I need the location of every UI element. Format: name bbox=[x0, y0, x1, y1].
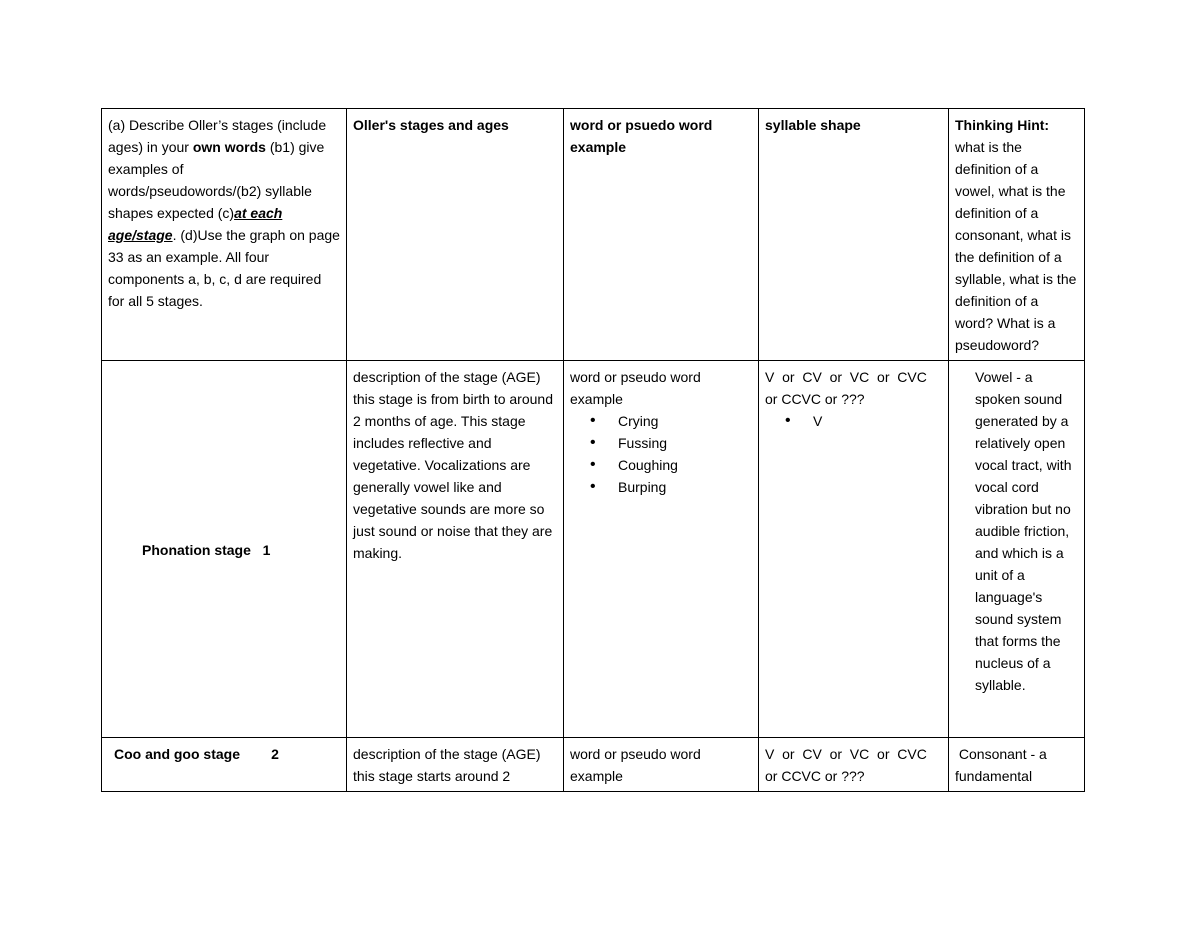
stage-row-2 bbox=[102, 738, 1085, 792]
example-cell bbox=[564, 361, 759, 738]
stage-name-cell bbox=[102, 738, 347, 792]
example-intro: word or pseudo word example bbox=[570, 369, 701, 407]
header-syllable-shape: syllable shape bbox=[759, 109, 949, 361]
header-thinking-hint bbox=[949, 109, 1085, 361]
thinking-hint-title: Thinking Hint: bbox=[955, 117, 1050, 133]
stage-description: description of the stage (AGE) this stage starts around 2 bbox=[347, 738, 564, 792]
stages-table bbox=[101, 108, 1085, 792]
hint-definition: Consonant - a fundamental bbox=[949, 738, 1085, 792]
thinking-hint-text: what is the definition of a vowel, what is the definition of a consonant, what is the definition of a syllable, what is the definition of a word? What is a pseudoword? bbox=[955, 139, 1077, 353]
list-item: • Burping bbox=[618, 476, 752, 498]
example-intro: word or pseudo word example bbox=[564, 738, 759, 792]
syllable-list bbox=[765, 410, 942, 432]
instructions-cell bbox=[102, 109, 347, 361]
syllable-intro: V or CV or VC or CVC or CCVC or ??? bbox=[765, 369, 931, 407]
list-item: • V bbox=[813, 410, 942, 432]
instructions-text-1: (a) Describe Oller’s stages (include ages) in your bbox=[108, 117, 327, 155]
instructions-text-2: (b1) give examples of words/pseudowords/(b2) syllable shapes expected (c) bbox=[108, 139, 325, 221]
list-item: • Coughing bbox=[618, 454, 752, 476]
example-list bbox=[570, 410, 752, 498]
own-words-emphasis: own words bbox=[192, 139, 266, 155]
syllable-cell bbox=[759, 361, 949, 738]
stage-name: Coo and goo stage 2 bbox=[114, 746, 279, 762]
list-item: • Crying bbox=[618, 410, 752, 432]
instructions-text-3: . (d)Use the graph on page 33 as an example. All four components a, b, c, d are required for all 5 stages. bbox=[108, 227, 340, 309]
at-each-stage-emphasis: at each age/stage bbox=[108, 205, 283, 243]
stage-description: description of the stage (AGE) this stage is from birth to around 2 months of age. This stage includes reflective and vegetative. Vocalizations are generally vowel like and vegetative sounds are more so just sound or noise that they are making. bbox=[347, 361, 564, 738]
list-item: • Fussing bbox=[618, 432, 752, 454]
header-row bbox=[102, 109, 1085, 361]
header-word-example: word or psuedo word example bbox=[564, 109, 759, 361]
syllable-intro: V or CV or VC or CVC or CCVC or ??? bbox=[759, 738, 949, 792]
stage-name-cell bbox=[102, 361, 347, 738]
hint-definition: Vowel - a spoken sound generated by a relatively open vocal tract, with vocal cord vibration but no audible friction, and which is a unit of a language's sound system that forms the nucleus of a syllable. bbox=[949, 361, 1085, 738]
header-stages-ages: Oller's stages and ages bbox=[347, 109, 564, 361]
stage-name: Phonation stage 1 bbox=[142, 541, 271, 558]
stage-row-1 bbox=[102, 361, 1085, 738]
